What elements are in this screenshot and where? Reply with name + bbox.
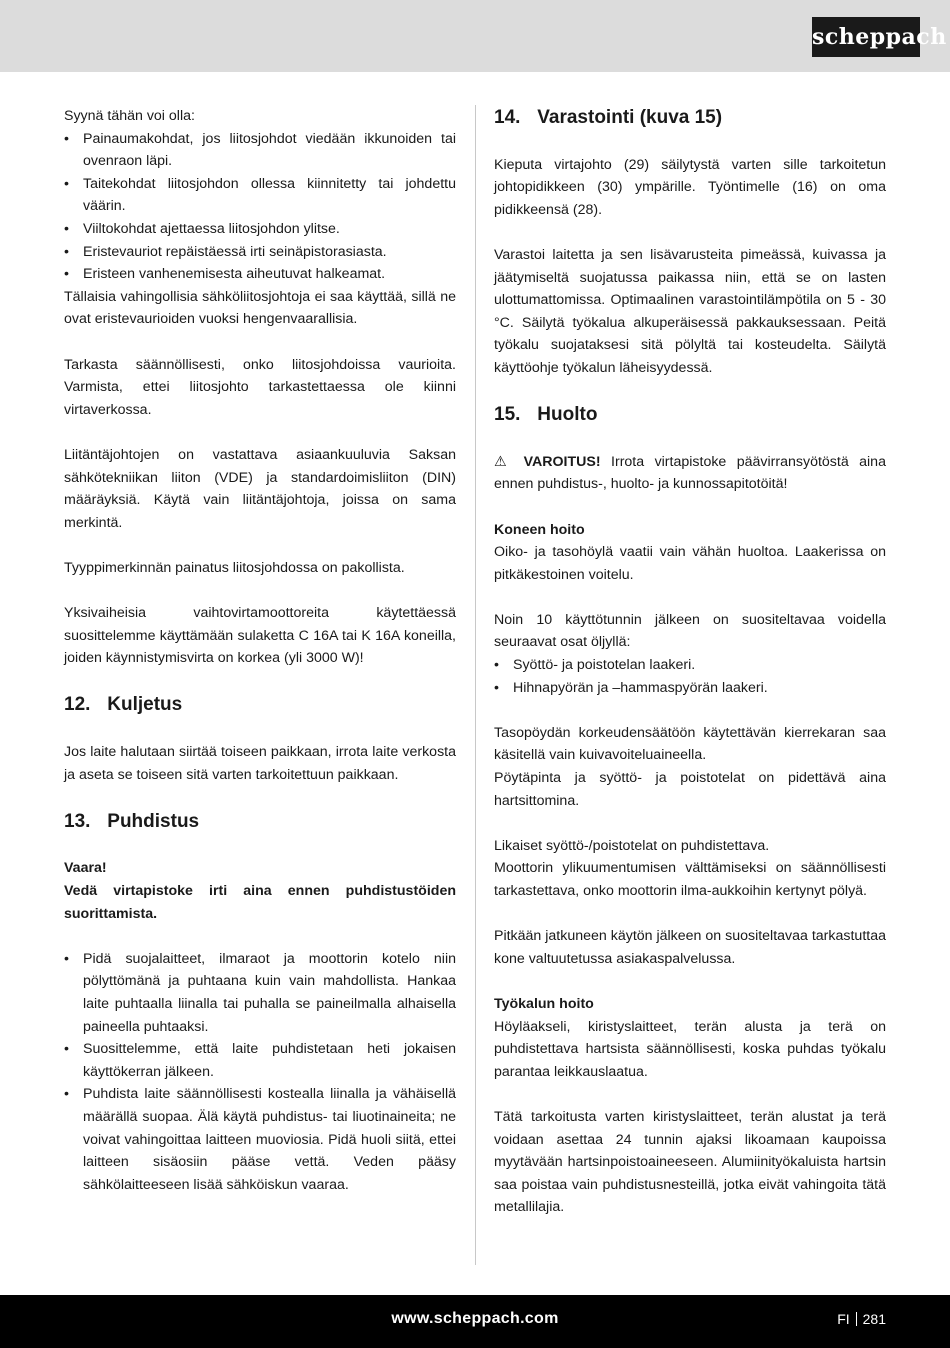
section-heading-maintenance — [494, 402, 886, 428]
page-footer — [0, 1295, 950, 1348]
list-item: • Syöttö- ja poistotelan laakeri. — [494, 654, 886, 677]
list-item: • Puhdista laite säännöllisesti kostealla liinalla ja vähäisellä määrällä suopaa. Älä käytä puhdistus- tai liuotinaineita; ne voivat vahingoittaa laitteen muoviosia. Pidä huoli siitä, ettei laitteen sisäosiin pääse vettä. Veden pääsy sähkölaitteeseen lisää sähköiskun vaaraa. — [64, 1083, 456, 1196]
page-number-block — [837, 1295, 886, 1343]
left-column — [64, 105, 456, 1196]
causes-intro: Syynä tähän voi olla: — [64, 108, 195, 124]
subheading-machine-care: Koneen hoito — [494, 521, 585, 538]
website-link[interactable]: www.scheppach.com — [391, 1310, 559, 1327]
section-heading-cleaning — [64, 809, 456, 835]
paragraph: Moottorin ylikuumentumisen välttämiseksi on säännöllisesti tarkastettava, onko moottorin ilma-aukkoihin kertynyt pölyä. — [494, 860, 886, 899]
page-header — [0, 0, 950, 72]
list-item: • Pidä suojalaitteet, ilmaraot ja moottorin kotelo niin pölyttömänä ja puhtaana kuin vain mahdollista. Hankaa laite puhtaalla liinalla tai puhalla se paineilmalla alhaisella paineella puhtaaksi. — [64, 948, 456, 1038]
paragraph: Tätä tarkoitusta varten kiristyslaitteet, terän alustat ja terä voidaan asettaa 24 tunnin ajaksi likoamaan kaupoissa myytävään hartsinpoistoaineeseen. Alumiinityökaluista hartsin saa poistaa vain puhdistusnesteillä, jotka eivät vahingoita tätä metallilajia. — [494, 1108, 886, 1216]
section-number: 15. — [494, 404, 521, 426]
danger-text: Vedä virtapistoke irti aina ennen puhdistustöiden suorittamista. — [64, 883, 456, 922]
section-title: Kuljetus — [107, 694, 183, 716]
paragraph: Varastoi laitetta ja sen lisävarusteita pimeässä, kuivassa ja jäätymiseltä suojatussa paikassa niin, että se on lasten ulottumattomissa. Optimaalinen varastointilämpötila on 5 - 30 °C. Säilytä työkalua alkuperäisessä pakkauksessaan. Peitä työkalu suojataksesi sitä pölyltä tai kosteudelta. Säilytä käyttöohje työkalun läheisyydessä. — [494, 246, 886, 376]
page-number: 281 — [862, 1311, 886, 1327]
warning-paragraph — [494, 451, 886, 496]
section-title: Puhdistus — [107, 810, 200, 832]
separator — [856, 1312, 857, 1326]
list-item: • Eristeen vanhenemisesta aiheutuvat halkeamat. — [64, 263, 456, 286]
warning-triangle-icon: ⚠ — [494, 453, 514, 470]
paragraph: Jos laite halutaan siirtää toiseen paikkaan, irrota laite verkosta ja aseta se toiseen sitä varten tarkoitettuun paikkaan. — [64, 744, 456, 783]
column-divider — [475, 105, 476, 1265]
list-item: • Painaumakohdat, jos liitosjohdot viedään ikkunoiden tai ovenraon läpi. — [64, 128, 456, 173]
cleaning-list — [64, 948, 456, 1197]
section-title: Varastointi (kuva 15) — [537, 107, 723, 128]
right-column — [494, 105, 886, 1219]
list-item: • Suosittelemme, että laite puhdistetaan heti jokaisen käyttökerran jälkeen. — [64, 1038, 456, 1083]
list-item: • Taitekohdat liitosjohdon ollessa kiinnitetty tai johdettu väärin. — [64, 173, 456, 218]
paragraph: Kieputa virtajohto (29) säilytystä varten sille tarkoitetun johtopidikkeen (30) ympärille. Työntimelle (16) on oma pidikkeensä (28). — [494, 156, 886, 218]
subheading-tool-care: Työkalun hoito — [494, 995, 594, 1012]
list-item: • Viiltokohdat ajettaessa liitosjohdon ylitse. — [64, 218, 456, 241]
paragraph: Höyläakseli, kiristyslaitteet, terän alusta ja terä on puhdistettava hartsista säännöllisesti, koska puhdas työkalu parantaa leikkauslaatua. — [494, 1018, 886, 1080]
section-heading-transport — [64, 692, 456, 718]
language-code: FI — [837, 1311, 850, 1327]
paragraph: Pitkään jatkuneen käytön jälkeen on suositeltavaa tarkastuttaa kone valtuutetussa asiakaspalvelussa. — [494, 928, 886, 967]
warning-text: Irrota virtapistoke päävirransyötöstä aina ennen puhdistus-, huolto- ja kunnossapitotöitä! — [494, 453, 886, 493]
section-title: Huolto — [537, 404, 598, 426]
oil-parts-list — [494, 654, 886, 699]
paragraph: Tarkasta säännöllisesti, onko liitosjohdoissa vaurioita. Varmista, ettei liitosjohto tarkastettaessa ole kiinni virtaverkossa. — [64, 356, 456, 418]
paragraph: Tyyppimerkinnän painatus liitosjohdossa on pakollista. — [64, 559, 405, 576]
section-heading-storage — [494, 105, 886, 131]
paragraph: Likaiset syöttö-/poistotelat on puhdistettava. — [494, 837, 770, 854]
paragraph: Tasopöydän korkeudensäätöön käytettävän kierrekaran saa käsitellä vain kuivavoiteluaineella. — [494, 724, 886, 764]
paragraph: Yksivaiheisia vaihtovirtamoottoreita käytettäessä suosittelemme käyttämään sulaketta C 16A tai K 16A koneilla, joiden käynnistymisvirta on korkea (yli 3000 W)! — [64, 605, 456, 667]
causes-list — [64, 128, 456, 286]
paragraph: Tällaisia vahingollisia sähköliitosjohtoja ei saa käyttää, sillä ne ovat eristevaurioiden vuoksi hengenvaarallisia. — [64, 288, 456, 328]
paragraph: Oiko- ja tasohöylä vaatii vain vähän huoltoa. Laakerissa on pitkäkestoinen voitelu. — [494, 544, 886, 583]
danger-label: Vaara! — [64, 860, 107, 877]
paragraph: Liitäntäjohtojen on vastattava asiaankuuluvia Saksan sähkötekniikan liiton (VDE) ja standardoimisliiton (DIN) määräyksiä. Käytä vain liitäntäjohtoja, joissa on sama merkintä. — [64, 446, 456, 531]
warning-label: VAROITUS! — [523, 453, 601, 470]
list-item: • Eristevauriot repäistäessä irti seinäpistorasiasta. — [64, 241, 456, 264]
section-number: 13. — [64, 810, 91, 832]
paragraph: Pöytäpinta ja syöttö- ja poistotelat on pidettävä aina hartsittomina. — [494, 770, 886, 809]
scheppach-logo: scheppach — [812, 17, 920, 57]
list-item: • Hihnapyörän ja –hammaspyörän laakeri. — [494, 677, 886, 700]
section-number: 14. — [494, 107, 521, 128]
paragraph: Noin 10 käyttötunnin jälkeen on suositeltavaa voidella seuraavat osat öljyllä: — [494, 611, 886, 651]
section-number: 12. — [64, 694, 91, 716]
